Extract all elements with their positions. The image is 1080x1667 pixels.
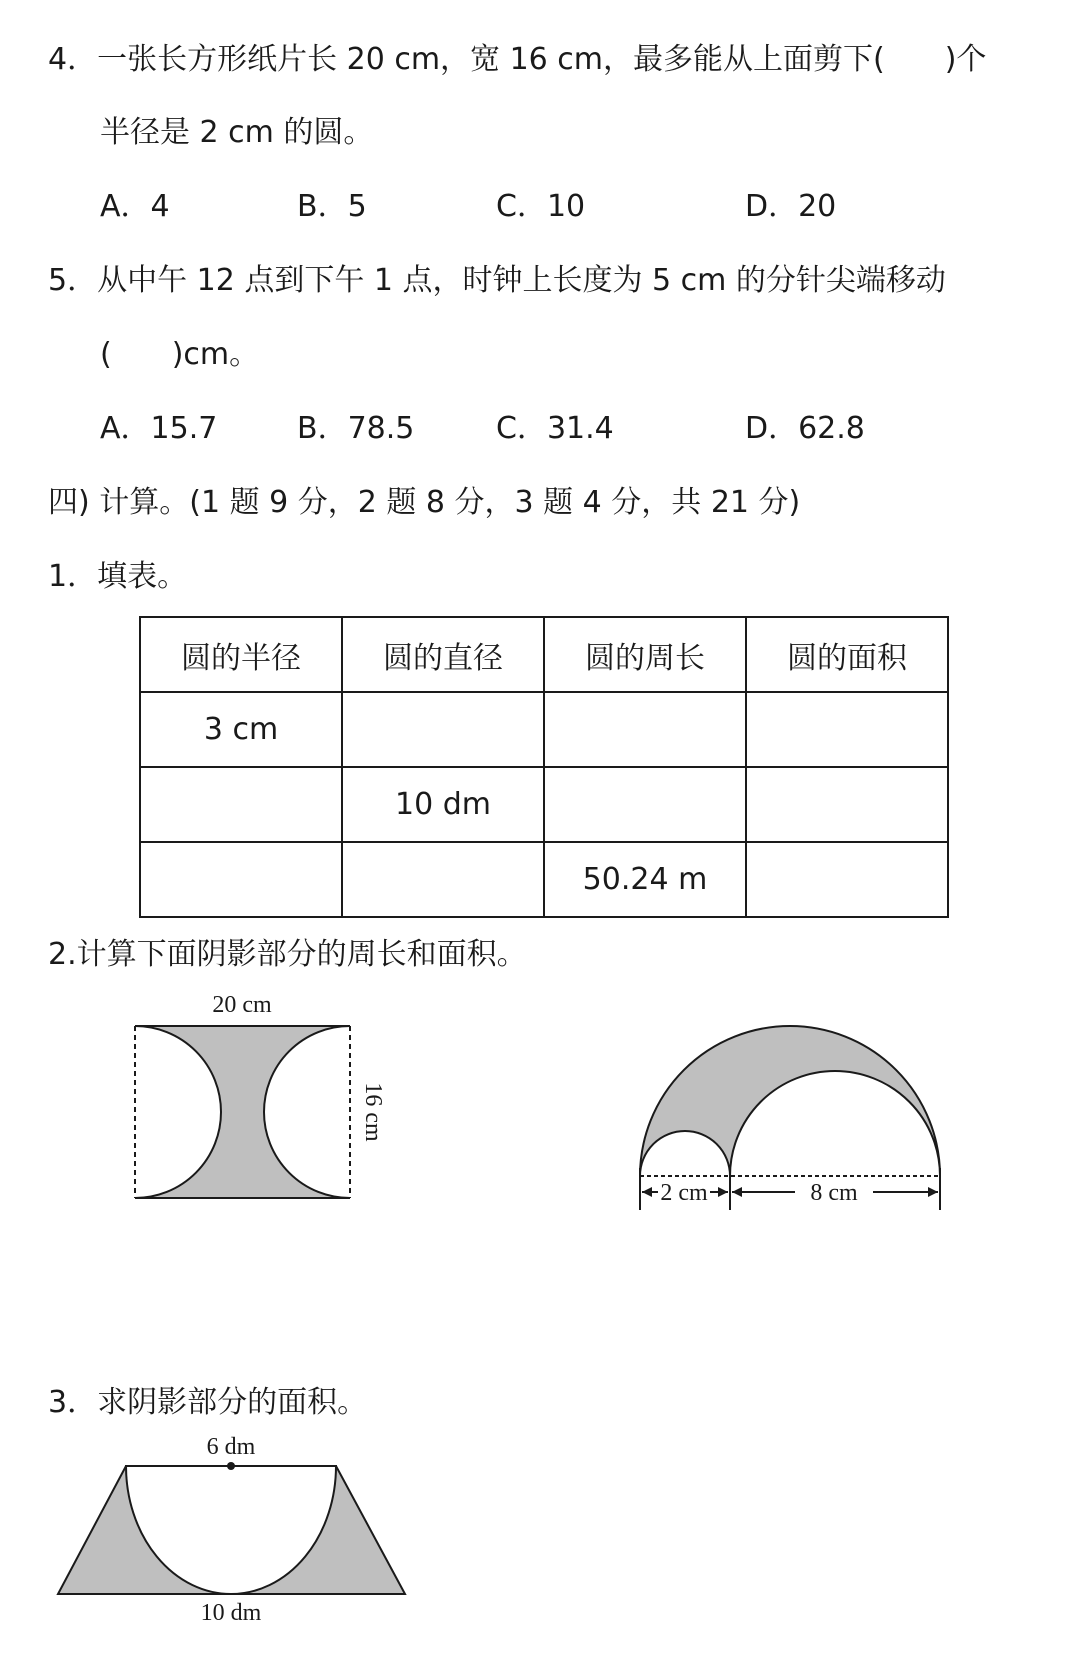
table-cell [140, 842, 342, 917]
figure-semicircle-shaded [620, 1000, 960, 1210]
q4-option-d: D．20 [745, 189, 837, 224]
table-header-cell: 圆的直径 [342, 617, 544, 692]
table-cell [342, 692, 544, 767]
table-header-cell: 圆的周长 [544, 617, 746, 692]
q4-option-c: C．10 [496, 189, 586, 224]
q5-line2: ( )cm。 [100, 337, 260, 372]
section-heading: 四) 计算。(1 题 9 分，2 题 8 分，3 题 4 分，共 21 分) [48, 485, 801, 520]
shaded-region [640, 1026, 940, 1176]
center-dot [227, 1462, 235, 1470]
table-cell [746, 842, 948, 917]
table-cell [544, 767, 746, 842]
arrow-head [718, 1187, 728, 1197]
label-6dm: 6 dm [206, 1434, 256, 1460]
q5-line1: 5．从中午 12 点到下午 1 点，时钟上长度为 5 cm 的分针尖端移动 [48, 263, 946, 298]
shaded-region [135, 1026, 350, 1198]
table-cell [746, 692, 948, 767]
q5-option-c: C．31.4 [496, 411, 614, 446]
table-row [140, 767, 948, 842]
table-header-row [140, 617, 948, 692]
table-row [140, 692, 948, 767]
table-row [140, 842, 948, 917]
arrow-head [928, 1187, 938, 1197]
q4-line1: 4．一张长方形纸片长 20 cm，宽 16 cm，最多能从上面剪下( )个 [48, 42, 987, 77]
q1-title: 1．填表。 [48, 559, 188, 594]
q4-line2: 半径是 2 cm 的圆。 [100, 115, 374, 150]
table-cell: 3 cm [140, 692, 342, 767]
figure-trapezoid-shaded [50, 1430, 420, 1630]
q5-option-a: A．15.7 [100, 411, 218, 446]
q4-option-b: B．5 [297, 189, 367, 224]
table-cell [746, 767, 948, 842]
table-cell: 10 dm [342, 767, 544, 842]
label-10dm: 10 dm [200, 1600, 262, 1626]
label-2cm: 2 cm [660, 1180, 708, 1206]
figure-rectangle-shaded [120, 990, 400, 1210]
arrow-head [732, 1187, 742, 1197]
table-header-cell: 圆的面积 [746, 617, 948, 692]
table-cell [140, 767, 342, 842]
arrow-head [642, 1187, 652, 1197]
q5-option-d: D．62.8 [745, 411, 865, 446]
q5-option-b: B．78.5 [297, 411, 415, 446]
label-20cm: 20 cm [212, 992, 272, 1018]
table-cell [544, 692, 746, 767]
fill-table [139, 616, 949, 918]
table-cell: 50.24 m [544, 842, 746, 917]
q4-option-a: A．4 [100, 189, 170, 224]
label-8cm: 8 cm [810, 1180, 858, 1206]
table-header-cell: 圆的半径 [140, 617, 342, 692]
label-16cm: 16 cm [360, 1082, 386, 1142]
q3-title: 3．求阴影部分的面积。 [48, 1385, 368, 1420]
table-cell [342, 842, 544, 917]
q2-title: 2.计算下面阴影部分的周长和面积。 [48, 937, 527, 972]
